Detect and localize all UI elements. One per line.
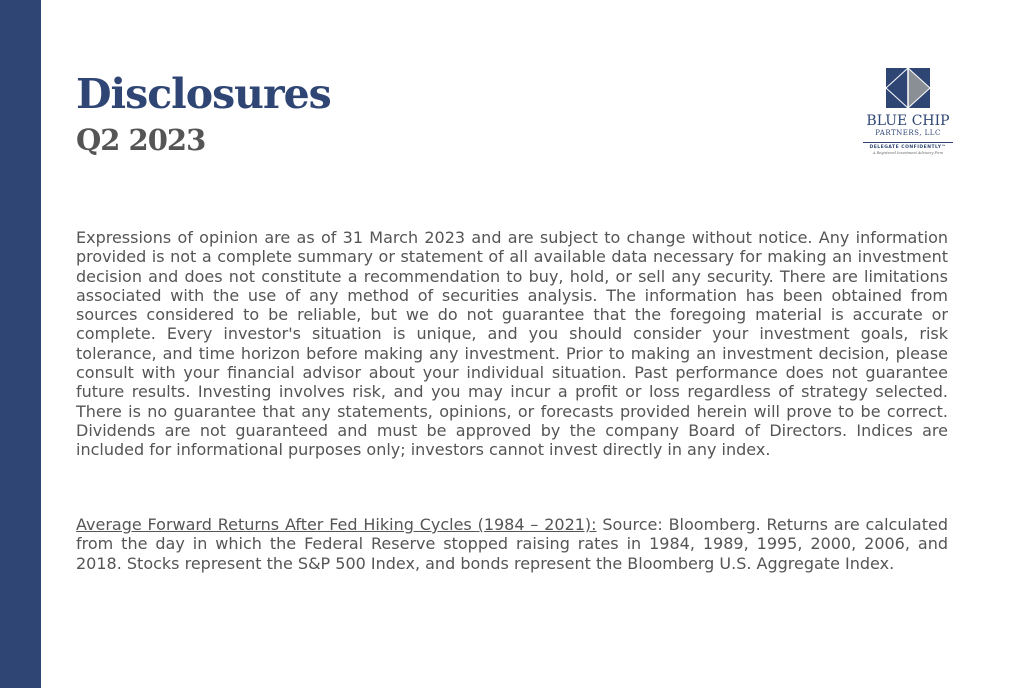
side-band bbox=[0, 0, 41, 688]
returns-heading: Average Forward Returns After Fed Hiking Cycles (1984 – 2021): bbox=[76, 515, 597, 534]
returns-source-text: Source: Bloomberg. Returns are calculated from the day in which the Federal Reserve stopped raising rates in 1984, 1989, 1995, 2000, 2006, and 2018. Stocks represent the S&P 500 Index, and bonds represent the Bloomberg U.S. Aggregate Index. bbox=[76, 515, 948, 573]
page-subtitle: Q2 2023 bbox=[76, 123, 206, 157]
logo-divider bbox=[863, 142, 953, 143]
disclosure-paragraph: Expressions of opinion are as of 31 March 2023 and are subject to change without notice. Any information provided is not a complete summary or statement of all available data necessary for making an investment decision and does not constitute a recommendation to buy, hold, or sell any security. There are limitations associated with the use of any method of securities analysis. The information has been obtained from sources considered to be reliable, but we do not guarantee that the foregoing material is accurate or complete. Every investor's situation is unique, and you should consider your investment goals, risk tolerance, and time horizon before making any investment. Prior to making an investment decision, please consult with your financial advisor about your individual situation. Past performance does not guarantee future results. Investing involves risk, and you may incur a profit or loss regardless of strategy selected. There is no guarantee that any statements, opinions, or forecasts provided herein will prove to be correct. Dividends are not guaranteed and must be approved by the company Board of Directors. Indices are included for informational purposes only; investors cannot invest directly in any index. bbox=[76, 228, 948, 460]
logo-name: BLUE CHIP bbox=[866, 113, 950, 129]
blue-chip-logo-icon bbox=[884, 66, 932, 110]
returns-source-paragraph bbox=[76, 515, 948, 573]
page-title: Disclosures bbox=[76, 70, 331, 118]
logo-note: A Registered Investment Advisory Firm bbox=[872, 151, 944, 155]
logo-tagline: DELEGATE CONFIDENTLY™ bbox=[869, 145, 947, 150]
company-logo bbox=[858, 66, 958, 156]
logo-subname: PARTNERS, LLC bbox=[875, 129, 941, 137]
